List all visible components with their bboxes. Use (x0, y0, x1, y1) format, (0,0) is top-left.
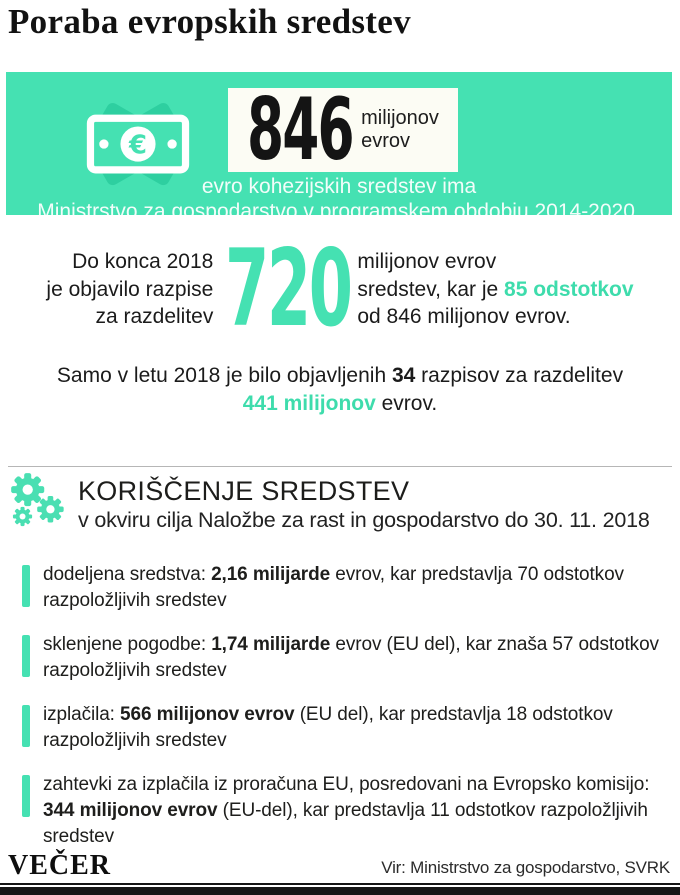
bullet-suffix: (EU del), kar predstavlja 18 odstotkov razpoložljivih sredstev (43, 704, 613, 751)
note-amount-suffix: evrov. (375, 392, 438, 415)
note-prefix: Samo v letu 2018 je bilo objavljenih (56, 364, 392, 387)
bullet-prefix: izplačila: (43, 704, 121, 725)
usage-section-header (6, 470, 650, 534)
source-credit: Vir: Ministrstvo za gospodarstvo, SVRK (381, 858, 670, 877)
list-item (22, 702, 662, 754)
note-suffix: razpisov za razdelitev (415, 364, 624, 387)
note-count-bold: 34 (391, 364, 416, 387)
usage-section-title: KORIŠČENJE SREDSTEV (78, 476, 410, 506)
tenders-right-line2-prefix: sredstev, kar je (357, 277, 505, 301)
bullet-suffix: (EU-del), kar predstavlja 11 odstotkov razpoložljivih sredstev (43, 800, 648, 847)
tenders-number-wrap (225, 227, 351, 350)
tenders-number: 720 (225, 227, 351, 350)
bullet-bar-icon (22, 705, 30, 747)
bottom-bar (0, 887, 680, 895)
tenders-right-line2 (357, 276, 633, 304)
bullet-prefix: dodeljena sredstva: (43, 564, 212, 585)
bullet-text (43, 632, 662, 684)
headline-figure-box (228, 79, 458, 180)
tenders-left-line2: je objavilo razpise (46, 277, 214, 301)
headline-unit-line2: evrov (361, 130, 410, 152)
list-item (22, 562, 662, 614)
bullet-bar-icon (22, 635, 30, 677)
usage-bullet-list (22, 562, 662, 868)
usage-section-titles (78, 470, 650, 534)
tenders-percent-highlight: 85 odstotkov (504, 277, 634, 301)
list-item (22, 772, 662, 850)
bullet-amount: 566 milijonov evrov (120, 704, 295, 725)
tenders-left-line1: Do konca 2018 (72, 250, 214, 274)
headline-unit-line1: milijonov (361, 107, 439, 129)
svg-text:€: € (129, 130, 147, 161)
tenders-right-text (357, 248, 633, 331)
year-2018-note (20, 362, 660, 418)
bullet-text (43, 702, 662, 754)
vecer-logo: VEČER (8, 850, 112, 881)
bullet-amount: 344 milijonov evrov (43, 800, 218, 821)
bullet-bar-icon (22, 565, 30, 607)
headline-number-wrap (247, 79, 353, 180)
bullet-bar-icon (22, 775, 30, 817)
note-amount-highlight: 441 milijonov (242, 392, 376, 415)
headline-unit (361, 107, 439, 153)
footer-rule (0, 883, 680, 885)
tenders-right-line3: od 846 milijonov evrov. (357, 305, 571, 329)
usage-section-subtitle: v okviru cilja Naložbe za rast in gospodarstvo do 30. 11. 2018 (78, 508, 650, 532)
bullet-text (43, 772, 662, 850)
tenders-left-text (46, 248, 213, 331)
bullet-text (43, 562, 662, 614)
bullet-prefix: sklenjene pogodbe: (43, 634, 212, 655)
list-item (22, 632, 662, 684)
page-title: Poraba evropskih sredstev (8, 2, 411, 41)
footer (8, 850, 670, 880)
bullet-amount: 2,16 milijarde (211, 564, 331, 585)
tenders-right-line1: milijonov evrov (357, 250, 497, 274)
bullet-amount: 1,74 milijarde (211, 634, 331, 655)
bullet-prefix: zahtevki za izplačila iz proračuna EU, posredovani na Evropsko komisijo: (43, 774, 650, 795)
tenders-figure-row (0, 227, 680, 350)
banner-caption-line1: evro kohezijskih sredstev ima (201, 175, 477, 198)
headline-number: 846 (247, 79, 353, 180)
bullet-suffix: evrov (EU del), kar znaša 57 odstotkov razpoložljivih sredstev (43, 634, 659, 681)
section-divider (8, 466, 672, 467)
banner-caption (6, 174, 672, 224)
banner-caption-line2: Ministrstvo za gospodarstvo v programskem obdobju 2014-2020. (37, 200, 641, 223)
gears-icon (6, 470, 68, 532)
banner-section (6, 72, 672, 223)
tenders-left-line3: za razdelitev (95, 305, 214, 329)
bullet-suffix: evrov, kar predstavlja 70 odstotkov razpoložljivih sredstev (43, 564, 624, 611)
